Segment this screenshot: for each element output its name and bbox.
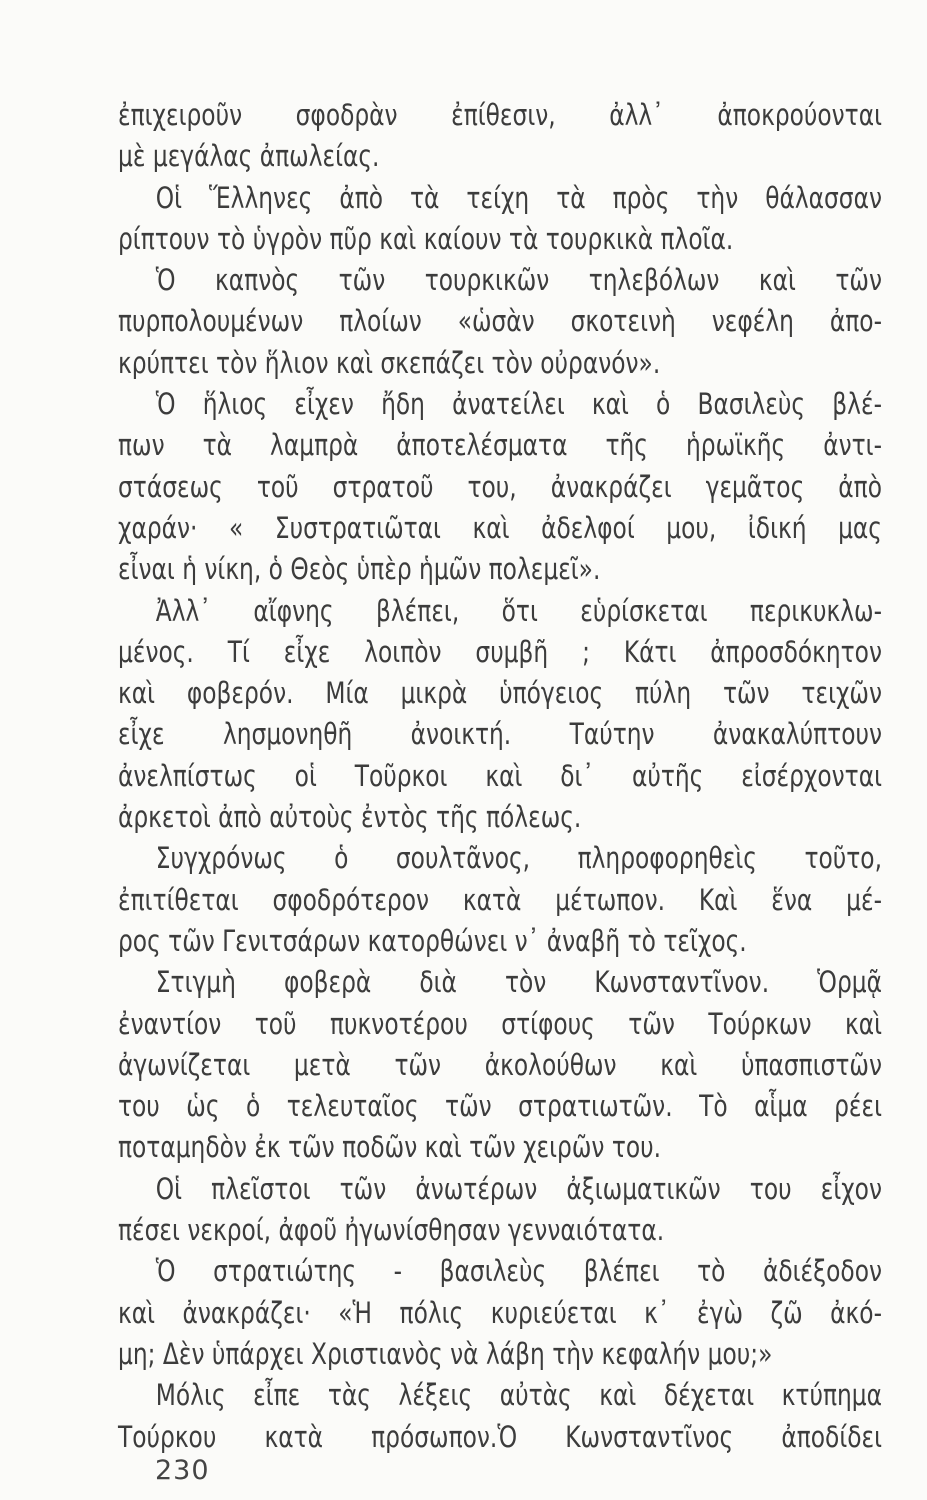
text-line: του ὡς ὁ τελευταῖος τῶν στρατιωτῶν. Τὸ αἷμα ρέει — [118, 1089, 882, 1124]
text-line: εἶναι ἡ νίκη, ὁ Θεὸς ὑπὲρ ἡμῶν πολεμεῖ». — [118, 552, 601, 587]
text-line: ἀρκετοὶ ἀπὸ αὐτοὺς ἐντὸς τῆς πόλεως. — [118, 800, 582, 835]
page-number: 230 — [155, 1455, 210, 1486]
paragraph — [118, 1251, 882, 1375]
text-line: κρύπτει τὸν ἥλιον καὶ σκεπάζει τὸν οὐρανόν». — [118, 345, 661, 380]
paragraph — [118, 591, 882, 839]
text-line: χαράν· « Συστρατιῶται καὶ ἀδελφοί μου, ἰδική μας — [118, 510, 882, 545]
text-line: καὶ φοβερόν. Μία μικρὰ ὑπόγειος πύλη τῶν τειχῶν — [118, 676, 882, 711]
paragraph — [118, 95, 882, 178]
text-line: Ἀλλ᾽ αἴφνης βλέπει, ὅτι εὑρίσκεται περικυκλω- — [155, 593, 882, 628]
text-line: Στιγμὴ φοβερὰ διὰ τὸν Κωνσταντῖνον. Ὁρμᾷ — [155, 965, 882, 1000]
paragraph — [118, 838, 882, 962]
text-line: Οἱ πλεῖστοι τῶν ἀνωτέρων ἀξιωματικῶν του εἶχον — [155, 1171, 882, 1206]
paragraph — [118, 384, 882, 590]
text-line: ἐναντίον τοῦ πυκνοτέρου στίφους τῶν Τούρκων καὶ — [118, 1006, 882, 1041]
text-line: ἐπιτίθεται σφοδρότερον κατὰ μέτωπον. Καὶ ἕνα μέ- — [118, 882, 882, 917]
text-line: Μόλις εἶπε τὰς λέξεις αὐτὰς καὶ δέχεται κτύπημα — [155, 1378, 882, 1413]
text-line: μένος. Τί εἶχε λοιπὸν συμβῆ ; Κάτι ἀπροσδόκητον — [118, 634, 882, 669]
paragraph — [118, 962, 882, 1168]
page-body-text — [118, 95, 882, 1458]
text-line: ἐπιχειροῦν σφοδρὰν ἐπίθεσιν, ἀλλ᾽ ἀποκρούονται — [118, 98, 882, 132]
paragraph — [118, 1375, 882, 1458]
text-line: καὶ ἀνακράζει· «Ἡ πόλις κυριεύεται κ᾽ ἐγὼ ζῶ ἀκό- — [118, 1295, 882, 1330]
text-line: ἀνελπίστως οἱ Τοῦρκοι καὶ δι᾽ αὐτῆς εἰσέρχονται — [118, 758, 882, 793]
text-line: μὲ μεγάλας ἀπωλείας. — [118, 139, 380, 174]
paragraph — [118, 260, 882, 384]
text-line: Ὁ καπνὸς τῶν τουρκικῶν τηλεβόλων καὶ τῶν — [155, 263, 882, 298]
text-line: πων τὰ λαμπρὰ ἀποτελέσματα τῆς ἡρωϊκῆς ἀντι- — [118, 428, 882, 463]
text-line: ρίπτουν τὸ ὑγρὸν πῦρ καὶ καίουν τὰ τουρκικὰ πλοῖα. — [118, 221, 734, 256]
text-line: μη; Δὲν ὑπάρχει Χριστιανὸς νὰ λάβη τὴν κεφαλήν μου;» — [118, 1336, 773, 1371]
text-line: πέσει νεκροί, ἀφοῦ ἠγωνίσθησαν γενναιότατα. — [118, 1213, 665, 1248]
text-line: ποταμηδὸν ἐκ τῶν ποδῶν καὶ τῶν χειρῶν του. — [118, 1130, 662, 1165]
text-line: Τούρκου κατὰ πρόσωπον.Ὁ Κωνσταντῖνος ἀποδίδει — [118, 1419, 882, 1454]
text-line: Οἱ Ἕλληνες ἀπὸ τὰ τείχη τὰ πρὸς τὴν θάλασσαν — [155, 180, 882, 215]
text-line: εἶχε λησμονηθῆ ἀνοικτή. Ταύτην ἀνακαλύπτουν — [118, 717, 882, 752]
paragraph — [118, 178, 882, 261]
paragraph — [118, 1169, 882, 1252]
text-line: ρος τῶν Γενιτσάρων κατορθώνει ν᾽ ἀναβῆ τὸ τεῖχος. — [118, 923, 747, 958]
text-line: Ὁ ἥλιος εἶχεν ἤδη ἀνατείλει καὶ ὁ Βασιλεὺς βλέ- — [155, 387, 882, 422]
text-line: Ὁ στρατιώτης - βασιλεὺς βλέπει τὸ ἀδιέξοδον — [155, 1254, 882, 1289]
text-line: Συγχρόνως ὁ σουλτᾶνος, πληροφορηθεὶς τοῦτο, — [155, 841, 882, 876]
text-line: στάσεως τοῦ στρατοῦ του, ἀνακράζει γεμᾶτος ἀπὸ — [118, 469, 882, 504]
text-line: πυρπολουμένων πλοίων «ὡσὰν σκοτεινὴ νεφέλη ἀπο- — [118, 304, 882, 339]
text-line: ἀγωνίζεται μετὰ τῶν ἀκολούθων καὶ ὑπασπιστῶν — [118, 1047, 882, 1082]
